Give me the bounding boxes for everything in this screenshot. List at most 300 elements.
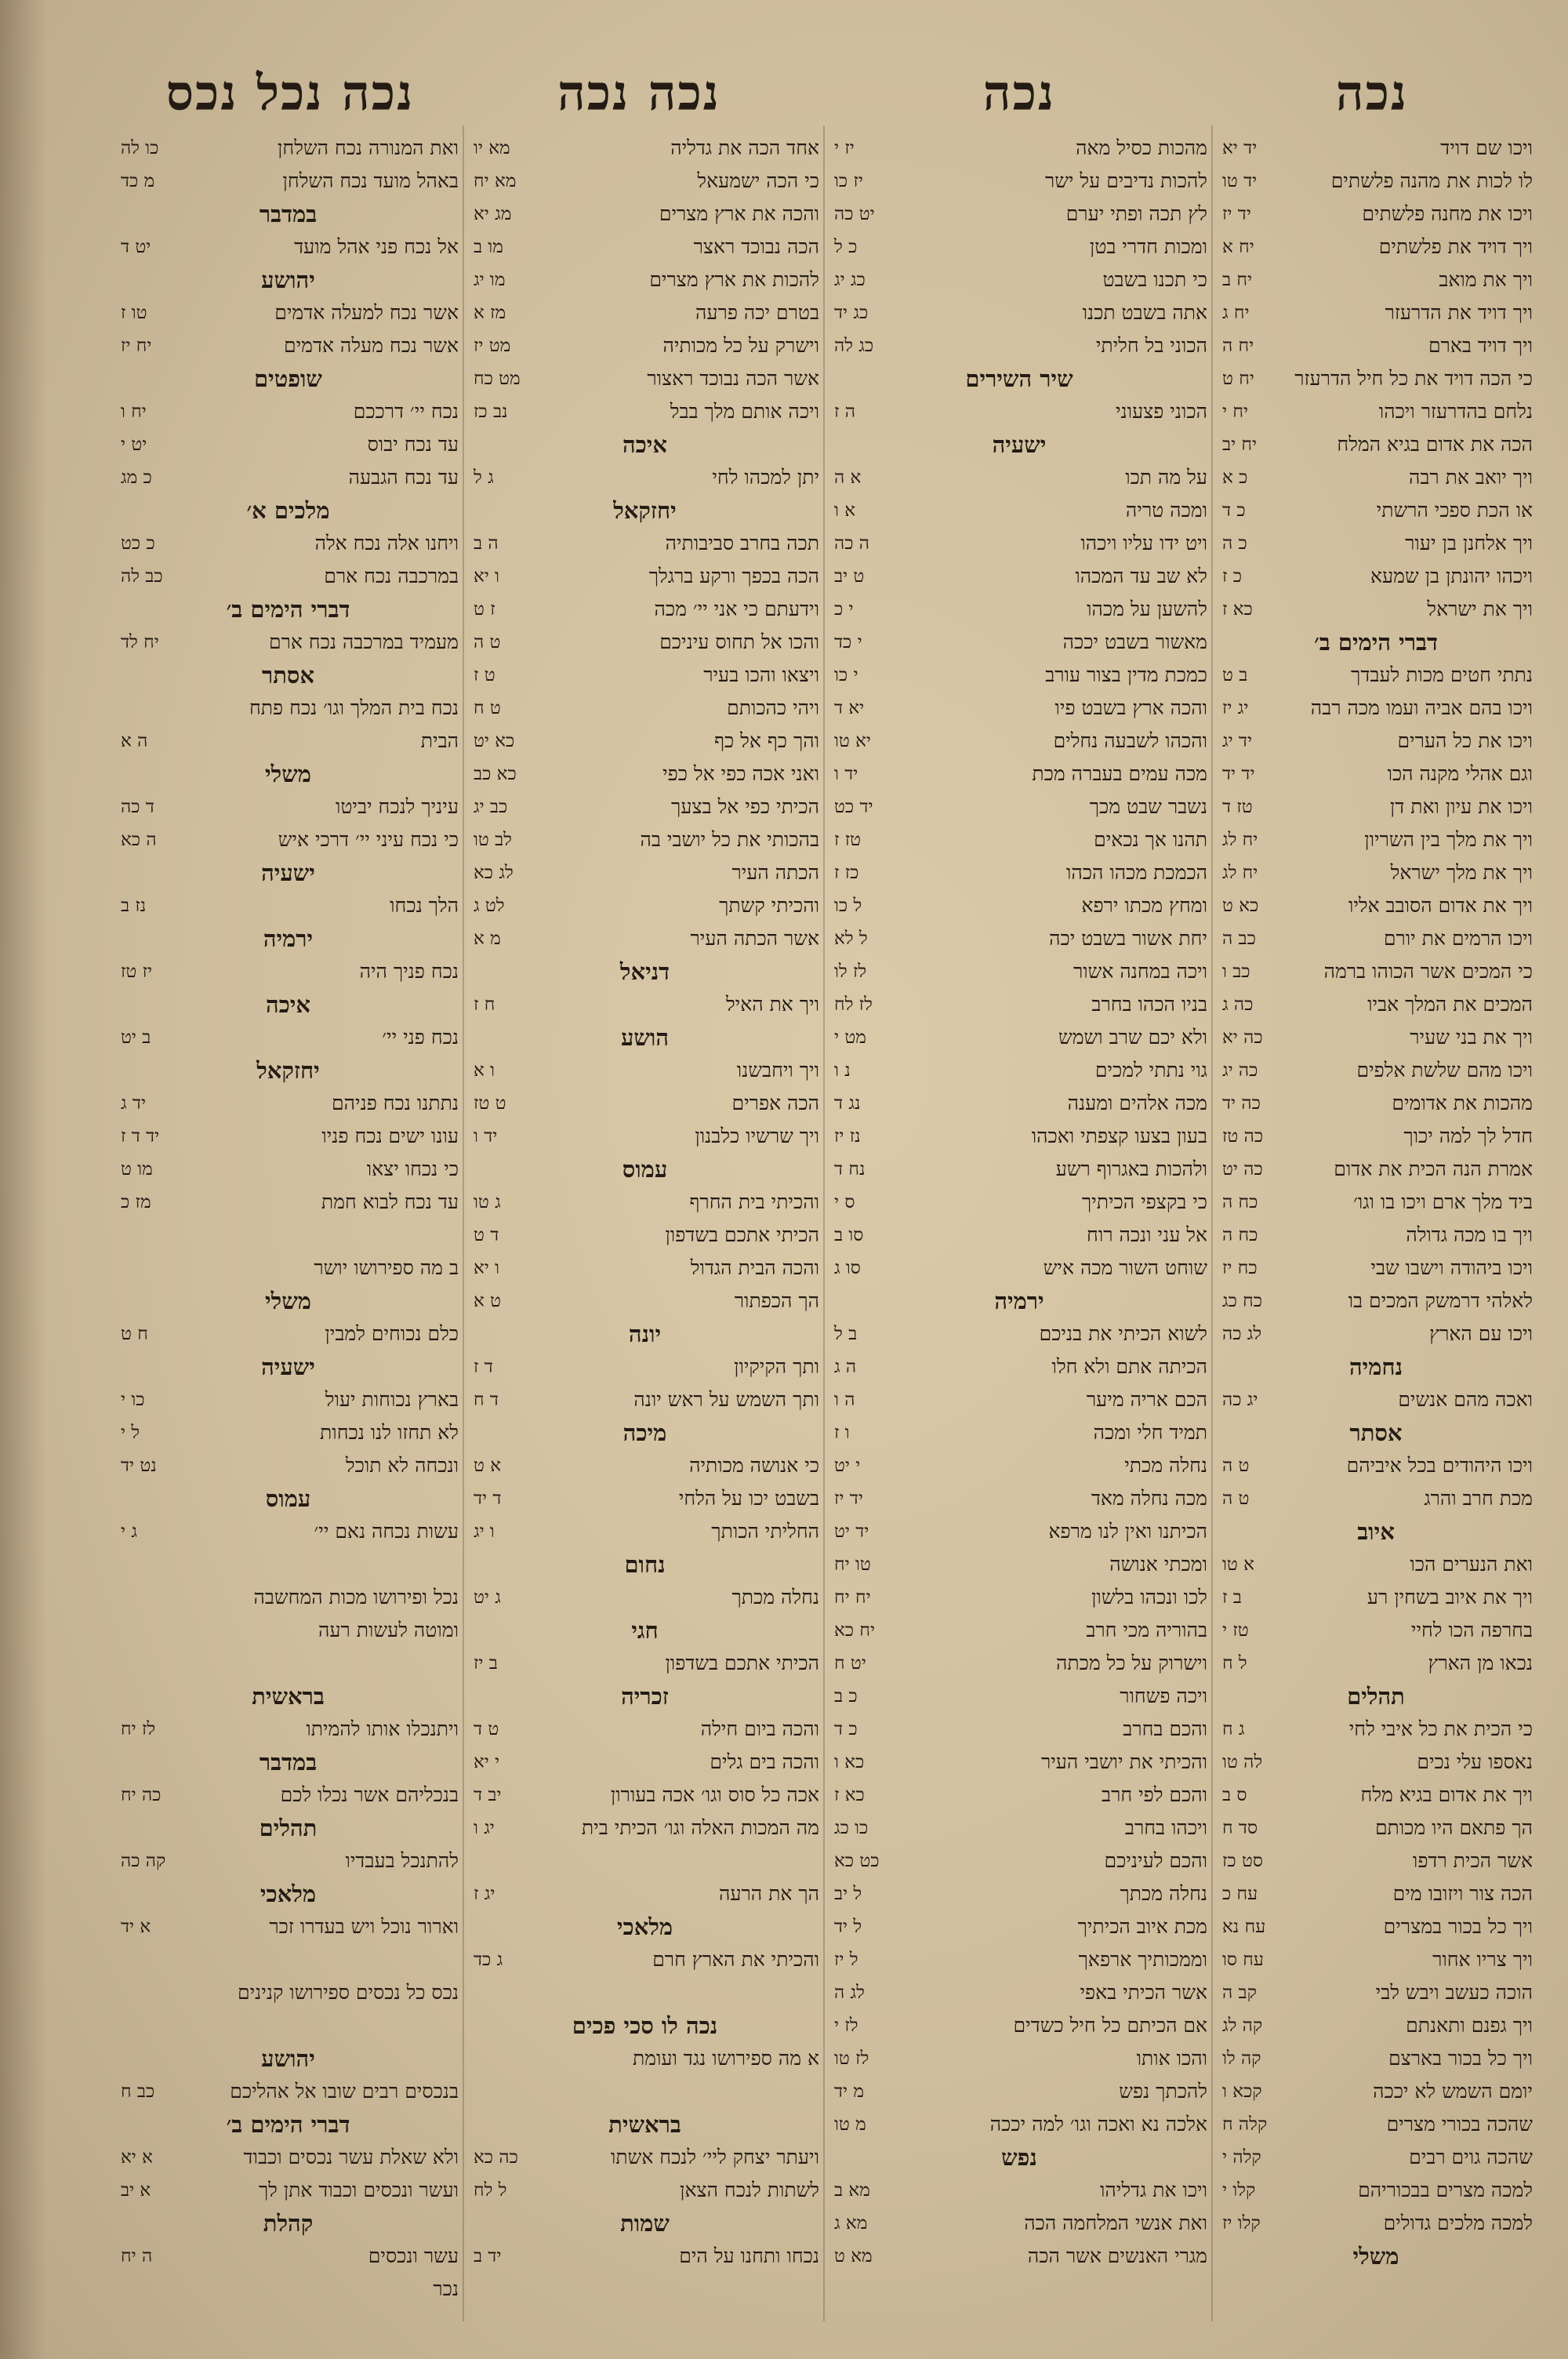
verse-phrase: הכיתי אתכם בשדפון	[665, 1652, 819, 1674]
verse-phrase: ויכו מהם שלשת אלפים	[1356, 1059, 1533, 1081]
chapter-verse-ref: כג לה	[834, 336, 874, 356]
column-2	[831, 132, 1207, 2312]
verse-phrase: ויכה במחנה אשור	[1073, 960, 1207, 983]
verse-phrase: לאלהי דרמשק המכים בו	[1348, 1289, 1533, 1312]
chapter-verse-ref: מ יד	[834, 2081, 865, 2102]
chapter-verse-ref: טז ד	[1222, 797, 1253, 817]
verse-phrase: והכם לפי חרב	[1102, 1783, 1207, 1806]
concordance-line	[118, 725, 459, 758]
concordance-line	[470, 988, 819, 1021]
chapter-verse-ref: ה כה	[834, 533, 870, 554]
verse-phrase: ויך את מלך ישראל	[1390, 861, 1533, 884]
chapter-verse-ref: ב ז	[1222, 1587, 1242, 1608]
verse-phrase: מכה אלהים ומענה	[1067, 1092, 1207, 1114]
chapter-verse-ref: א יד	[121, 1917, 151, 1937]
verse-phrase: מכת איוב הכיתיך	[1077, 1915, 1207, 1938]
verse-phrase: ומכתי אנושה	[1109, 1553, 1207, 1576]
concordance-line	[1219, 1548, 1533, 1581]
column-rule	[823, 125, 825, 2321]
verse-phrase: ולא שאלת עשר נכסים וכבוד	[243, 2146, 459, 2168]
book-name: דברי הימים ב׳	[226, 596, 350, 623]
concordance-line	[118, 2075, 459, 2108]
concordance-line	[1219, 527, 1533, 560]
chapter-verse-ref: יח א	[1222, 237, 1254, 257]
chapter-verse-ref: ט ה	[1222, 1456, 1250, 1476]
book-heading	[831, 2141, 1207, 2174]
chapter-verse-ref: מא יח	[474, 171, 517, 191]
concordance-line	[831, 1449, 1207, 1482]
chapter-verse-ref: מא יו	[474, 138, 510, 158]
concordance-line	[1219, 1252, 1533, 1285]
verse-phrase: ב מה ספירושו יושר	[314, 1256, 459, 1279]
chapter-verse-ref: כא ז	[834, 1785, 865, 1805]
chapter-verse-ref: ד ח	[474, 1390, 499, 1410]
concordance-line	[470, 198, 819, 231]
concordance-line	[1219, 362, 1533, 395]
book-name: במדבר	[259, 1749, 318, 1776]
concordance-line	[470, 1647, 819, 1680]
verse-phrase: והכו אותו	[1136, 2047, 1207, 2070]
book-name: משלי	[265, 761, 311, 787]
concordance-line	[831, 1318, 1207, 1350]
verse-phrase: ויכהו יהונתן בן שמעא	[1370, 565, 1533, 587]
verse-phrase: להכות את ארץ מצרים	[649, 268, 819, 291]
book-name: בראשית	[608, 2111, 681, 2138]
book-heading	[470, 1153, 819, 1186]
concordance-line	[1219, 889, 1533, 922]
chapter-verse-ref: ב יז	[474, 1653, 498, 1674]
chapter-verse-ref: ו יא	[474, 566, 500, 587]
verse-phrase: ומכה טריה	[1125, 499, 1207, 522]
chapter-verse-ref: יג יז	[1222, 698, 1249, 718]
concordance-line	[470, 1054, 819, 1087]
chapter-verse-ref	[118, 1943, 121, 1976]
book-heading	[118, 198, 459, 231]
verse-phrase: עיניך לנכח יביטו	[335, 795, 459, 818]
chapter-verse-ref: יח לג	[1222, 863, 1258, 883]
concordance-line	[1219, 1910, 1533, 1943]
chapter-verse-ref: יט ח	[834, 1653, 866, 1674]
chapter-verse-ref: כ ז	[1222, 566, 1242, 587]
verse-phrase: בנכסים רבים שובו אל אהליכם	[230, 2080, 459, 2103]
verse-phrase: ויצאו והכו בעיר	[703, 663, 819, 686]
verse-phrase: עשות נכחה נאם יי׳	[314, 1520, 459, 1543]
concordance-line	[118, 823, 459, 856]
verse-phrase: יחת אשור בשבט יכה	[1049, 927, 1207, 950]
concordance-line	[470, 856, 819, 889]
chapter-verse-ref: לג כה	[1222, 1324, 1262, 1344]
concordance-line	[470, 1449, 819, 1482]
verse-phrase: מעמיד במרכבה נכח ארם	[268, 631, 459, 653]
verse-phrase: הכתה העיר	[731, 861, 819, 884]
verse-phrase: כי נכח עיני יי׳ דרכי איש	[278, 828, 459, 851]
concordance-line	[470, 1120, 819, 1153]
verse-phrase: והכה בים גלים	[710, 1750, 819, 1773]
verse-phrase: להכתך נפש	[1119, 2080, 1207, 2103]
book-heading	[118, 2108, 459, 2141]
verse-phrase: חדל לך למה יכוך	[1403, 1125, 1533, 1147]
chapter-verse-ref: יח ט	[1222, 369, 1254, 389]
book-heading	[118, 362, 459, 395]
concordance-line	[831, 626, 1207, 659]
book-heading	[118, 1054, 459, 1087]
concordance-line	[118, 1647, 459, 1680]
chapter-verse-ref: כו י	[121, 1390, 145, 1410]
verse-phrase: בשבט יכו על הלחי	[678, 1487, 819, 1510]
chapter-verse-ref: יט כה	[834, 204, 875, 224]
concordance-line	[118, 1416, 459, 1449]
concordance-line	[118, 2174, 459, 2207]
chapter-verse-ref: י כו	[834, 665, 858, 685]
concordance-line	[831, 2075, 1207, 2108]
concordance-line	[470, 2240, 819, 2273]
verse-phrase: ויחנו אלה נכח אלה	[314, 532, 459, 554]
chapter-verse-ref: ד יד	[474, 1488, 502, 1509]
verse-phrase: מכה נחלה מאד	[1091, 1487, 1207, 1510]
chapter-verse-ref	[118, 1252, 121, 1285]
verse-phrase: אל עני ונכה רוח	[1087, 1223, 1207, 1246]
concordance-line	[831, 1186, 1207, 1219]
chapter-verse-ref: ג י	[121, 1521, 137, 1542]
concordance-line	[118, 1252, 459, 1285]
concordance-line	[1219, 1318, 1533, 1350]
verse-phrase: ועשר ונכסים וכבוד אתן לך	[258, 2179, 459, 2201]
chapter-verse-ref: יח ו	[121, 402, 147, 422]
chapter-verse-ref: לז יח	[121, 1719, 156, 1739]
concordance-line	[470, 1285, 819, 1318]
chapter-verse-ref: עח כ	[1222, 1884, 1258, 1904]
verse-phrase: הך את הרעה	[719, 1882, 819, 1905]
concordance-line	[1219, 165, 1533, 198]
concordance-line	[118, 1120, 459, 1153]
book-heading	[118, 1812, 459, 1845]
concordance-line	[1219, 1943, 1533, 1976]
concordance-line	[1219, 1713, 1533, 1746]
concordance-line	[1219, 1383, 1533, 1416]
chapter-verse-ref: ו יא	[474, 1258, 500, 1278]
chapter-verse-ref: נז ב	[121, 896, 147, 916]
verse-phrase: ויך את אדום הסובב אליו	[1348, 894, 1533, 917]
chapter-verse-ref: יד יא	[1222, 138, 1258, 158]
book-heading	[118, 593, 459, 626]
chapter-verse-ref: מא ב	[834, 2180, 870, 2201]
concordance-line	[1219, 659, 1533, 692]
verse-phrase: אשר הכית רדפו	[1412, 1849, 1533, 1872]
chapter-verse-ref: יח ג	[1222, 303, 1250, 323]
concordance-line	[831, 1515, 1207, 1548]
verse-phrase: והכיתי קשתך	[719, 894, 819, 917]
book-name: משלי	[1352, 2243, 1399, 2270]
concordance-line	[118, 1515, 459, 1548]
verse-phrase: אתה בשבט תכנו	[1082, 301, 1207, 324]
book-heading	[831, 362, 1207, 395]
chapter-verse-ref: ס י	[834, 1192, 855, 1212]
chapter-verse-ref	[118, 1581, 121, 1614]
concordance-line	[831, 1581, 1207, 1614]
concordance-line	[470, 1746, 819, 1779]
verse-phrase: ואת המנורה נכח השלחן	[278, 136, 459, 159]
concordance-line	[1219, 791, 1533, 823]
verse-phrase: כי בקצפי הכיתיך	[1081, 1190, 1207, 1213]
verse-phrase: להתנכל בעבדיו	[345, 1849, 459, 1872]
concordance-line	[118, 1087, 459, 1120]
verse-phrase: וישרוק על כל מכתה	[1056, 1652, 1207, 1674]
chapter-verse-ref: ט ה	[474, 632, 501, 652]
concordance-line	[118, 560, 459, 593]
verse-phrase: והכיתי את הארץ חרם	[652, 1948, 819, 1971]
verse-phrase	[121, 1548, 459, 1581]
verse-phrase: מכת חרב והרג	[1424, 1487, 1533, 1510]
chapter-verse-ref: יד יט	[834, 1521, 869, 1542]
concordance-line	[470, 560, 819, 593]
verse-phrase: ויכו את כל הערים	[1397, 729, 1533, 752]
concordance-line	[831, 593, 1207, 626]
concordance-line	[1219, 264, 1533, 296]
column-1	[1219, 132, 1533, 2312]
chapter-verse-ref: כה טז	[1222, 1126, 1264, 1147]
chapter-verse-ref: קב ה	[1222, 1983, 1257, 2003]
verse-phrase: אשר הכה נבוכד ראצור	[647, 367, 819, 390]
concordance-line	[118, 428, 459, 461]
verse-phrase: עונו ישים נכח פניו	[321, 1125, 459, 1147]
concordance-line	[831, 2009, 1207, 2042]
chapter-verse-ref: יח יב	[1222, 434, 1258, 455]
verse-phrase: והכה ארץ בשבט פיו	[1054, 696, 1207, 719]
book-heading	[118, 758, 459, 791]
chapter-verse-ref: יט ד	[121, 237, 151, 257]
concordance-line	[831, 1713, 1207, 1746]
verse-phrase: ויך יואב את רבה	[1408, 466, 1533, 489]
verse-phrase: ויכו ביהודה וישבו שבי	[1370, 1256, 1533, 1279]
verse-phrase: ויכו שם דויד	[1440, 136, 1533, 159]
verse-phrase: נכח יי׳ דרככם	[353, 400, 459, 423]
chapter-verse-ref: ד ט	[474, 1225, 499, 1245]
chapter-verse-ref: א ה	[834, 467, 862, 488]
verse-phrase: כי אנושה מכותיה	[689, 1454, 819, 1477]
concordance-line	[118, 692, 459, 725]
concordance-line	[831, 856, 1207, 889]
verse-phrase: בהוריה מכי חרב	[1086, 1619, 1207, 1641]
concordance-line	[118, 2141, 459, 2174]
concordance-line	[470, 1350, 819, 1383]
concordance-line	[118, 1779, 459, 1812]
verse-phrase: נכח בית המלך וגו׳ נכח פתח	[249, 696, 459, 719]
verse-phrase: באהל מועד נכח השלחן	[282, 169, 459, 192]
chapter-verse-ref: ה ב	[474, 533, 499, 554]
verse-phrase: לא שב עד המכהו	[1075, 565, 1207, 587]
chapter-verse-ref: לג ה	[834, 1983, 865, 2003]
chapter-verse-ref: ח ט	[121, 1324, 148, 1344]
book-name: מיכה	[622, 1419, 667, 1446]
concordance-line	[831, 955, 1207, 988]
concordance-line	[831, 395, 1207, 428]
chapter-verse-ref: ל יז	[834, 1950, 858, 1970]
concordance-line	[831, 231, 1207, 264]
chapter-verse-ref: כה יא	[1222, 1027, 1263, 1048]
concordance-line	[470, 1581, 819, 1614]
verse-phrase: ויך גפנם ותאנתם	[1406, 2014, 1533, 2037]
chapter-verse-ref	[118, 1548, 121, 1581]
book-heading	[118, 2042, 459, 2075]
header-col-4: נכה נכל נכס	[165, 64, 415, 122]
book-heading	[1219, 1680, 1533, 1713]
verse-phrase: כי נכחו יצאו	[366, 1158, 459, 1180]
verse-phrase: שוחט השור מכה איש	[1043, 1256, 1207, 1279]
chapter-verse-ref: כ מג	[121, 467, 152, 488]
book-heading	[1219, 1350, 1533, 1383]
chapter-verse-ref: ג כד	[474, 1950, 503, 1970]
verse-phrase: ביד מלך ארם ויכו בו וגו׳	[1353, 1190, 1533, 1213]
verse-phrase: הכיתה אתם ולא חלו	[1051, 1355, 1207, 1378]
verse-phrase: ויך דויד את פלשתים	[1378, 235, 1533, 258]
verse-phrase: תמיד חלי ומכה	[1093, 1421, 1207, 1444]
concordance-line	[1219, 2042, 1533, 2075]
book-heading	[118, 1680, 459, 1713]
concordance-line	[831, 1482, 1207, 1515]
book-heading	[118, 1482, 459, 1515]
book-name: תהלים	[1347, 1683, 1405, 1710]
verse-phrase: וארור נוכל ויש בעדרו זכר	[269, 1915, 459, 1938]
concordance-line	[831, 758, 1207, 791]
chapter-verse-ref: ט ז	[474, 665, 495, 685]
verse-phrase: והכו אל תחוס עיניכם	[659, 631, 819, 653]
verse-phrase: ויך את מלך בין השריון	[1364, 828, 1533, 851]
concordance-line	[1219, 1812, 1533, 1845]
concordance-line	[831, 1614, 1207, 1647]
chapter-verse-ref: ל לח	[474, 2180, 507, 2201]
chapter-verse-ref: סט כז	[1222, 1851, 1263, 1871]
verse-phrase: והך כף אל כף	[714, 729, 819, 752]
concordance-line	[1219, 593, 1533, 626]
chapter-verse-ref: מ כד	[121, 171, 155, 191]
chapter-verse-ref: כה יט	[1222, 1159, 1263, 1180]
chapter-verse-ref: טז ז	[834, 830, 862, 850]
chapter-verse-ref: מט י	[834, 1027, 866, 1048]
verse-phrase: נכל ופירושו מכות המחשבה	[253, 1586, 459, 1608]
chapter-verse-ref: מא ג	[834, 2213, 868, 2234]
verse-phrase: ולהכות באגרוף רשע	[1055, 1158, 1207, 1180]
chapter-verse-ref: יח ב	[1222, 270, 1253, 290]
chapter-verse-ref: כו כג	[834, 1818, 869, 1838]
concordance-line	[1219, 2075, 1533, 2108]
concordance-line	[831, 922, 1207, 955]
chapter-verse-ref: י כ	[834, 599, 854, 620]
verse-phrase: הכיתי כפי אל בצעך	[671, 795, 819, 818]
concordance-line	[470, 1877, 819, 1910]
verse-phrase	[474, 1845, 819, 1877]
concordance-line	[470, 823, 819, 856]
chapter-verse-ref: יח יז	[121, 336, 152, 356]
concordance-line	[118, 1318, 459, 1350]
chapter-verse-ref	[118, 1647, 121, 1680]
concordance-line	[118, 1219, 459, 1252]
chapter-verse-ref: ט ח	[474, 698, 501, 718]
verse-phrase: נתתנו נכח פניהם	[332, 1092, 459, 1114]
book-heading	[118, 988, 459, 1021]
concordance-line	[1219, 856, 1533, 889]
verse-phrase: הכמכת מכהו הכהו	[1066, 861, 1207, 884]
concordance-line	[470, 1252, 819, 1285]
chapter-verse-ref: לז טו	[834, 2048, 869, 2069]
verse-phrase: נחלה מכתי	[1124, 1454, 1207, 1477]
verse-phrase: ויך את איוב בשחין רע	[1367, 1586, 1533, 1608]
concordance-line	[118, 2009, 459, 2042]
verse-phrase: ויך דויד בארם	[1428, 334, 1533, 357]
concordance-line	[470, 527, 819, 560]
book-name: במדבר	[259, 201, 318, 227]
concordance-line	[118, 1581, 459, 1614]
chapter-verse-ref: א יב	[121, 2180, 151, 2201]
verse-phrase: והכה ביום חילה	[700, 1717, 819, 1740]
chapter-verse-ref: קה לג	[1222, 2016, 1263, 2036]
verse-phrase: לשוא הכיתי את בניכם	[1039, 1322, 1207, 1345]
concordance-line	[118, 889, 459, 922]
chapter-verse-ref	[118, 1976, 121, 2009]
chapter-verse-ref: ב יט	[121, 1027, 151, 1048]
concordance-line	[1219, 428, 1533, 461]
chapter-verse-ref: יד ו	[834, 764, 858, 784]
verse-phrase: בארץ נכוחות יעול	[325, 1388, 459, 1411]
verse-phrase: הבית	[420, 729, 459, 752]
verse-phrase	[474, 2075, 819, 2108]
chapter-verse-ref: כח ה	[1222, 1192, 1258, 1212]
book-heading	[470, 2009, 819, 2042]
header-col-3: נכה נכה	[557, 64, 720, 122]
chapter-verse-ref: כו לה	[121, 138, 159, 158]
chapter-verse-ref: ל יד	[834, 1917, 862, 1937]
chapter-verse-ref	[118, 692, 121, 725]
concordance-line	[831, 1680, 1207, 1713]
column-3	[470, 132, 819, 2312]
verse-phrase: ואת הנערים הכו	[1410, 1553, 1533, 1576]
concordance-line	[831, 165, 1207, 198]
book-name: יחזקאל	[613, 497, 677, 524]
chapter-verse-ref: כ כט	[121, 533, 155, 554]
chapter-verse-ref: ד ז	[474, 1357, 493, 1377]
verse-phrase: או הכת ספכי הרשתי	[1376, 499, 1533, 522]
verse-phrase: כי תכנו בשבט	[1102, 268, 1207, 291]
concordance-line	[1219, 1976, 1533, 2009]
chapter-verse-ref: ט ד	[474, 1719, 499, 1739]
book-name: אסתר	[1349, 1419, 1403, 1446]
chapter-verse-ref: יג כה	[1222, 1390, 1258, 1410]
chapter-verse-ref: ט א	[474, 1291, 502, 1311]
column-headers	[0, 64, 1568, 135]
concordance-line	[831, 132, 1207, 165]
concordance-line	[470, 1812, 819, 1845]
chapter-verse-ref: ה יח	[121, 2246, 153, 2266]
book-heading	[470, 955, 819, 988]
concordance-line	[470, 692, 819, 725]
book-heading	[1219, 2240, 1533, 2273]
book-name: יהושע	[261, 267, 315, 293]
verse-phrase: אם הכיתם כל חיל כשדים	[1013, 2014, 1207, 2037]
book-name: בראשית	[252, 1683, 325, 1710]
chapter-verse-ref: יב ד	[474, 1785, 502, 1805]
verse-phrase: וידעתם כי אני יי׳ מכה	[654, 598, 819, 620]
book-heading	[831, 428, 1207, 461]
verse-phrase: ולא יכם שרב ושמש	[1058, 1026, 1207, 1049]
concordance-line	[1219, 1647, 1533, 1680]
concordance-line	[470, 2075, 819, 2108]
book-name: עמוס	[622, 1156, 668, 1183]
concordance-line	[470, 2174, 819, 2207]
book-name: אסתר	[261, 662, 315, 689]
concordance-line	[1219, 395, 1533, 428]
concordance-line	[831, 1943, 1207, 1976]
concordance-line	[470, 1779, 819, 1812]
verse-phrase: כמכת מדין בצור עורב	[1045, 663, 1207, 686]
